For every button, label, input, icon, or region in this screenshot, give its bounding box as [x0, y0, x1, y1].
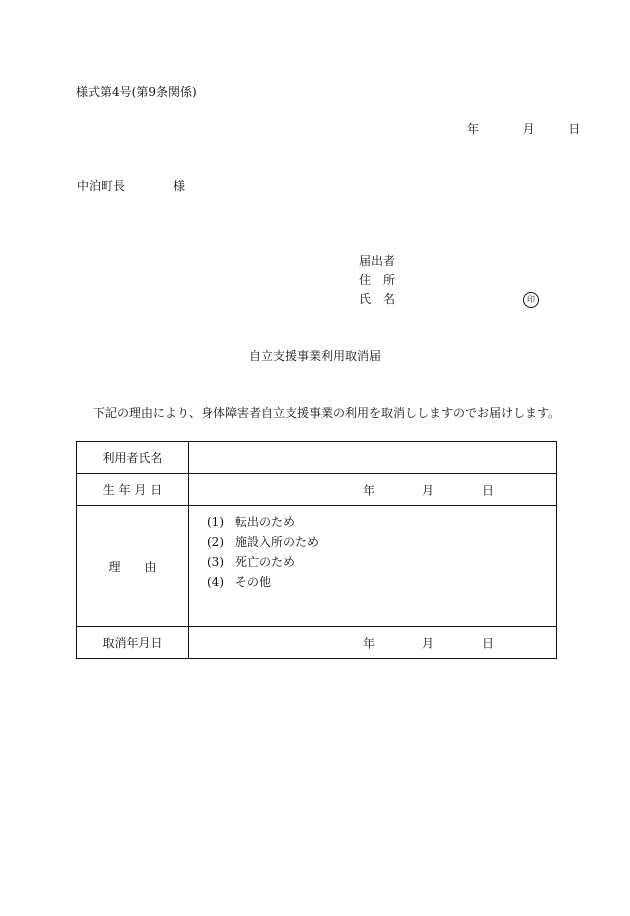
reason-number: (2) [207, 535, 224, 549]
date-month: 月 [522, 122, 535, 136]
birth-month: 月 [422, 483, 435, 497]
list-item[interactable] [207, 572, 556, 592]
reason-number: (4) [207, 575, 224, 589]
addressee [77, 180, 185, 192]
applicant-address-label: 住 所 [359, 273, 396, 287]
applicant-block [359, 255, 395, 312]
submission-date [467, 123, 580, 135]
reason-list [189, 506, 556, 592]
birth-field[interactable] [189, 474, 557, 506]
cancel-date-label: 取消年月日 [77, 627, 189, 659]
addressee-name: 中泊町長 [77, 179, 126, 193]
applicant-label: 届出者 [359, 254, 396, 268]
reason-text: 転出のため [235, 515, 296, 529]
birth-year: 年 [363, 483, 376, 497]
list-item[interactable] [207, 552, 556, 572]
addressee-honorific: 様 [173, 179, 186, 193]
reason-field [189, 506, 557, 627]
reason-number: (1) [207, 515, 224, 529]
table-row-birth [77, 474, 557, 506]
document-title: 自立支援事業利用取消届 [248, 349, 381, 363]
applicant-name-label: 氏 名 [359, 292, 396, 306]
seal-mark: 印 [523, 292, 539, 308]
form-number: 様式第4号(第9条関係) [76, 85, 197, 99]
reason-text: 施設入所のため [235, 535, 320, 549]
birth-label: 生 年 月 日 [77, 474, 189, 506]
form-table [76, 441, 557, 659]
cancel-month: 月 [422, 636, 435, 650]
document-body: 下記の理由により、身体障害者自立支援事業の利用を取消ししますのでお届けします。 [93, 406, 561, 420]
reason-text: 死亡のため [235, 555, 296, 569]
reason-number: (3) [207, 555, 224, 569]
list-item[interactable] [207, 512, 556, 532]
table-row-reason [77, 506, 557, 627]
reason-label: 理 由 [77, 506, 189, 627]
reason-text: その他 [235, 575, 272, 589]
table-row-user-name [77, 442, 557, 474]
cancel-year: 年 [363, 636, 376, 650]
birth-day: 日 [482, 483, 495, 497]
cancel-day: 日 [482, 636, 495, 650]
user-name-field[interactable] [189, 442, 557, 474]
table-row-cancel-date [77, 627, 557, 659]
user-name-label: 利用者氏名 [77, 442, 189, 474]
list-item[interactable] [207, 532, 556, 552]
date-year: 年 [467, 122, 480, 136]
date-day: 日 [568, 122, 581, 136]
cancel-date-field[interactable] [189, 627, 557, 659]
